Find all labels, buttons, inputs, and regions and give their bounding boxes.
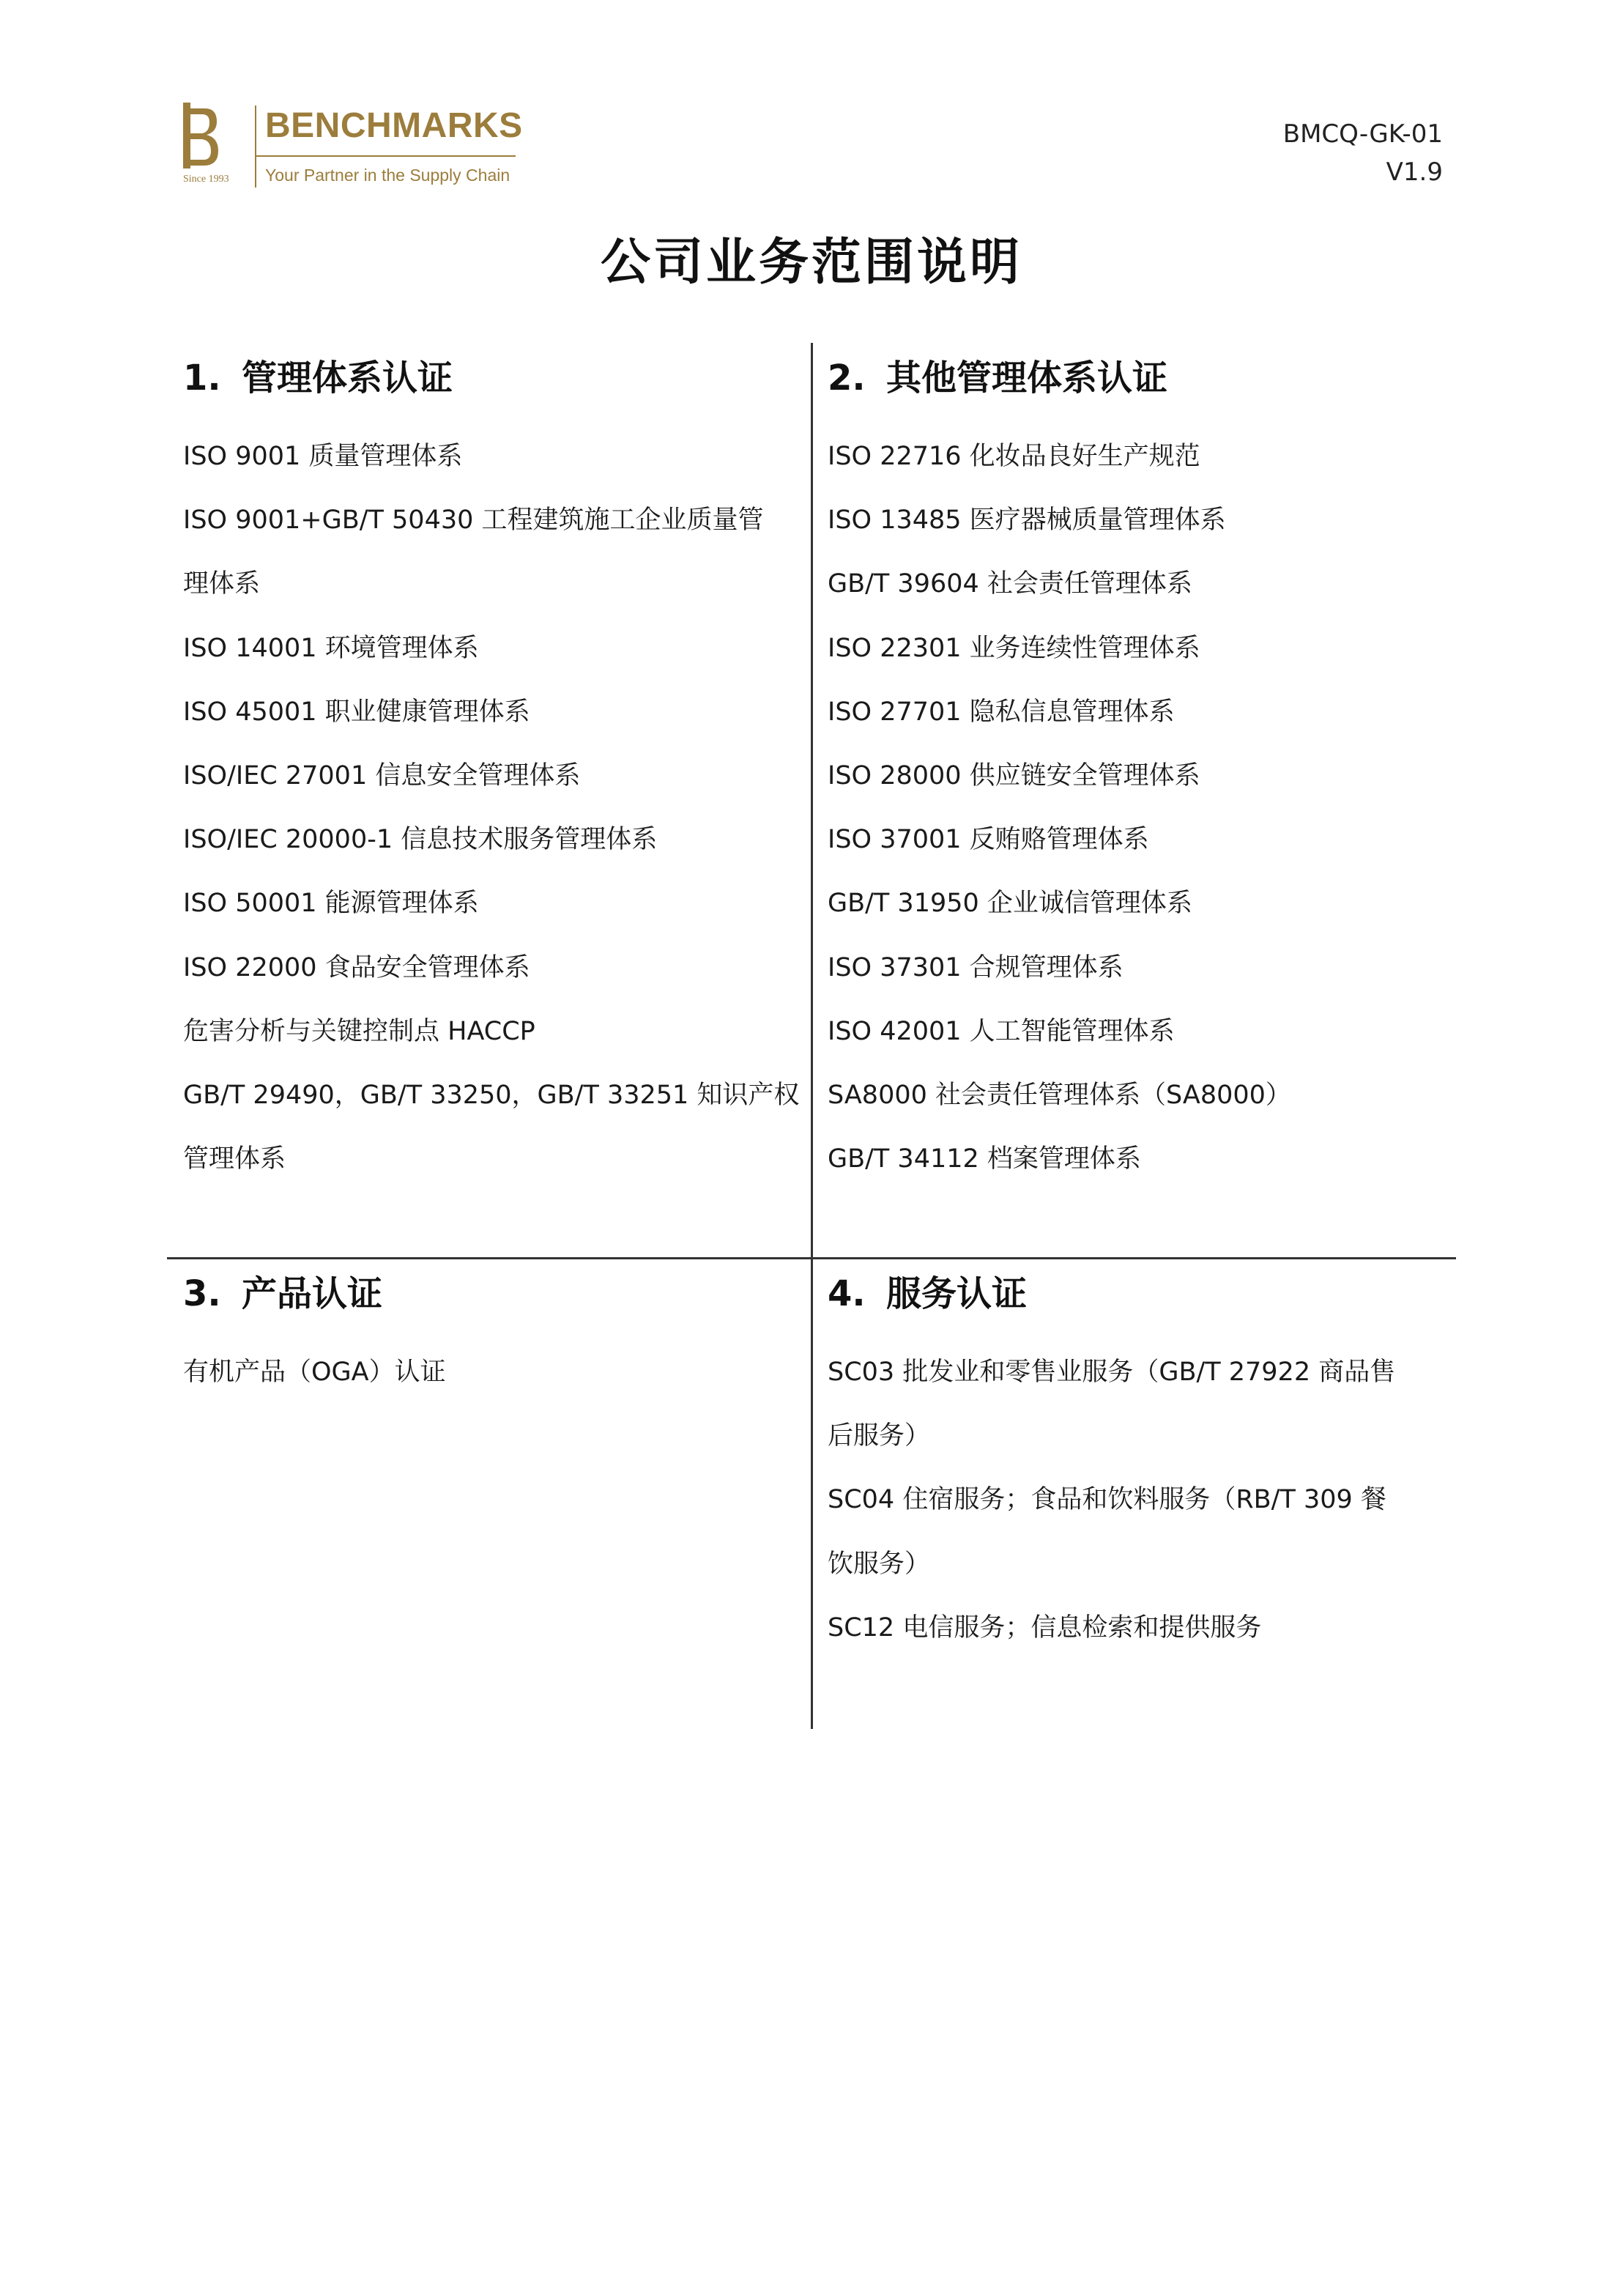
brand-since: Since 1993	[183, 174, 229, 185]
section-title: 产品认证	[242, 1273, 383, 1314]
list-item: 后服务）	[828, 1421, 931, 1451]
list-item: ISO/IEC 20000-1 信息技术服务管理体系	[183, 825, 658, 855]
list-item: ISO 14001 环境管理体系	[183, 633, 479, 663]
section-heading	[828, 1273, 1450, 1329]
section-number: 4.	[828, 1273, 866, 1314]
list-item: ISO 22000 食品安全管理体系	[183, 952, 530, 982]
list-item: ISO 9001+GB/T 50430 工程建筑施工企业质量管	[183, 506, 764, 536]
column-divider	[811, 343, 813, 1729]
brand-name: BENCHMARKS	[265, 106, 523, 145]
list-item: ISO 37301 合规管理体系	[828, 952, 1124, 982]
section-heading	[183, 358, 806, 413]
section-heading	[183, 1273, 806, 1329]
list-item: ISO 9001 质量管理体系	[183, 442, 463, 471]
list-item: GB/T 29490，GB/T 33250，GB/T 33251 知识产权	[183, 1080, 800, 1110]
list-item: GB/T 39604 社会责任管理体系	[828, 569, 1192, 599]
list-item: ISO 37001 反贿赂管理体系	[828, 825, 1149, 855]
section-number: 3.	[183, 1273, 221, 1314]
section-number: 2.	[828, 358, 866, 399]
list-item: GB/T 31950 企业诚信管理体系	[828, 889, 1192, 919]
page-title: 公司业务范围说明	[600, 234, 1022, 292]
section-title: 其他管理体系认证	[886, 358, 1168, 399]
section-other-management-system-certification	[828, 358, 1450, 1191]
list-item: 危害分析与关键控制点 HACCP	[183, 1016, 535, 1046]
list-item: 饮服务）	[828, 1549, 931, 1579]
list-item: SC04 住宿服务；食品和饮料服务（RB/T 309 餐	[828, 1485, 1386, 1515]
certification-list	[183, 1341, 806, 1404]
certification-list	[183, 425, 806, 1191]
section-heading	[828, 358, 1450, 413]
brand-tagline: Your Partner in the Supply Chain	[265, 166, 510, 185]
list-item: 有机产品（OGA）认证	[183, 1358, 446, 1387]
list-item: ISO/IEC 27001 信息安全管理体系	[183, 760, 581, 790]
list-item: 理体系	[183, 569, 261, 599]
list-item: GB/T 34112 档案管理体系	[828, 1144, 1141, 1174]
benchmarks-logo-icon	[183, 103, 220, 169]
row-divider	[167, 1257, 1456, 1259]
brand-divider-horizontal	[255, 155, 516, 157]
list-item: ISO 45001 职业健康管理体系	[183, 697, 530, 727]
section-management-system-certification	[183, 358, 806, 1191]
section-title: 服务认证	[886, 1273, 1028, 1314]
section-service-certification	[828, 1273, 1450, 1660]
document-version: V1.9	[1386, 158, 1443, 187]
list-item: ISO 27701 隐私信息管理体系	[828, 697, 1175, 727]
list-item: ISO 50001 能源管理体系	[183, 889, 479, 919]
list-item: ISO 13485 医疗器械质量管理体系	[828, 506, 1226, 536]
certification-list	[828, 425, 1450, 1191]
list-item: SC12 电信服务；信息检索和提供服务	[828, 1612, 1262, 1643]
list-item: 管理体系	[183, 1144, 286, 1174]
section-product-certification	[183, 1273, 806, 1404]
list-item: ISO 42001 人工智能管理体系	[828, 1016, 1175, 1046]
list-item: ISO 22301 业务连续性管理体系	[828, 633, 1200, 663]
section-title: 管理体系认证	[242, 358, 453, 399]
list-item: ISO 22716 化妆品良好生产规范	[828, 442, 1200, 471]
list-item: SA8000 社会责任管理体系（SA8000）	[828, 1080, 1291, 1110]
document-code: BMCQ-GK-01	[1282, 119, 1443, 149]
list-item: SC03 批发业和零售业服务（GB/T 27922 商品售	[828, 1358, 1396, 1387]
section-number: 1.	[183, 358, 221, 399]
certification-list	[828, 1341, 1450, 1660]
list-item: ISO 28000 供应链安全管理体系	[828, 760, 1200, 790]
brand-divider-vertical	[255, 105, 256, 188]
